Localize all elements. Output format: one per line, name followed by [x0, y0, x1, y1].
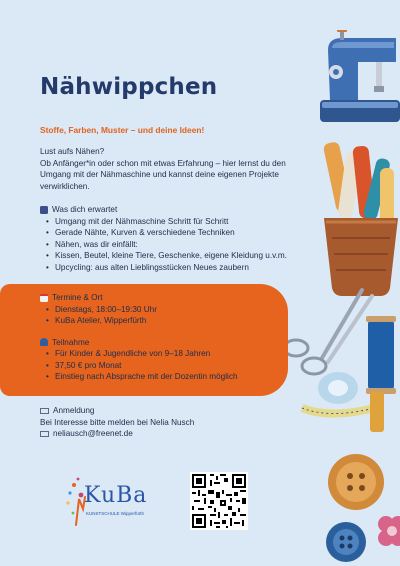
list-item: • 37,50 € pro Monat [55, 360, 290, 372]
buttons-illustration [322, 452, 400, 566]
dates-block [40, 292, 290, 327]
contact-text: Bei Interesse bitte melden bei Nelia Nusch [40, 417, 195, 427]
tagline: Stoffe, Farben, Muster – und deine Ideen! [40, 125, 205, 135]
participation-heading: Teilnahme [52, 337, 90, 347]
person-icon [40, 338, 48, 346]
list-item: • KuBa Atelier, Wipperfürth [55, 315, 290, 327]
list-item: • Einstieg nach Absprache mit der Dozentin möglich [55, 371, 290, 383]
list-item: • Upcycling: aus alten Lieblingsstücken Neues zaubern [55, 262, 310, 274]
list-item: • Nähen, was dir einfällt: [55, 239, 310, 251]
page-title: Nähwippchen [40, 74, 218, 100]
learn-list [40, 216, 310, 274]
intro-text: Ob Anfänger*in oder schon mit etwas Erfahrung – hier lernst du den Umgang mit der Nähmaschine und kannst deine eigenen Projekte verwirklichen. [40, 158, 286, 191]
intro-section [40, 146, 310, 192]
envelope-icon [40, 431, 49, 437]
contact-heading: Anmeldung [53, 406, 95, 415]
kuba-logo [64, 473, 154, 533]
list-item: • Gerade Nähte, Kurven & verschiedene Techniken [55, 227, 310, 239]
book-icon [40, 206, 48, 214]
list-item: • Umgang mit der Nähmaschine Schritt für Schritt [55, 216, 310, 228]
info-section [40, 292, 290, 393]
kuba-logo-sub: KUNSTSCHULE Wipperfürth [86, 511, 145, 516]
dates-heading: Termine & Ort [52, 293, 103, 302]
list-item: • Dienstags, 18:00–19:30 Uhr [55, 304, 290, 316]
fabric-rolls-illustration [322, 138, 400, 298]
learn-heading: Was dich erwartet [52, 205, 118, 214]
participation-block [40, 337, 290, 383]
intro-question: Lust aufs Nähen? [40, 147, 105, 156]
qr-code[interactable] [190, 472, 248, 530]
envelope-icon [40, 408, 49, 414]
sewing-machine-illustration [318, 30, 400, 132]
list-item: • Für Kinder & Jugendliche von 9–18 Jahren [55, 348, 290, 360]
kuba-logo-name: KuBa [84, 483, 148, 508]
contact-email[interactable]: neliausch@freenet.de [53, 429, 133, 438]
learn-section [40, 204, 310, 273]
list-item: • Kissen, Beutel, kleine Tiere, Geschenke, eigene Kleidung u.v.m. [55, 250, 310, 262]
calendar-icon [40, 294, 48, 302]
contact-section [40, 405, 310, 440]
